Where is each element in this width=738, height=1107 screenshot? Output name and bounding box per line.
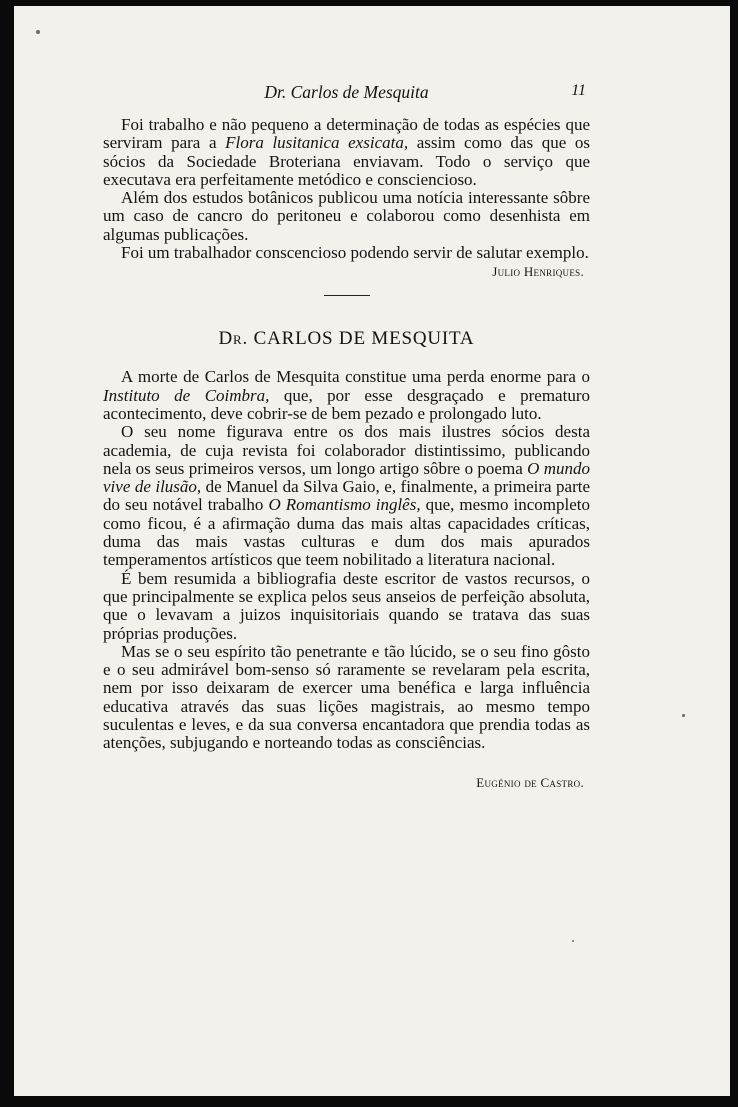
page-number: 11	[571, 82, 586, 99]
obituary-henriques	[103, 116, 590, 280]
running-title: Dr. Carlos de Mesquita	[264, 82, 429, 102]
paragraph-text: assim como das que os sócios da Sociedade Broteriana enviavam. Todo o serviço que executava era perfeitamente metódico e consciencioso.	[103, 133, 590, 189]
italic-title-text: Instituto de Coimbra,	[103, 385, 270, 405]
paragraph	[103, 570, 590, 643]
paragraph-text: Foi um trabalhador conscencioso podendo servir de salutar exemplo.	[121, 243, 589, 263]
paragraph-text: Além dos estudos botânicos publicou uma notícia interessante sôbre um caso de cancro do peritoneu e colaborou como desenhista em algumas publicações.	[103, 188, 590, 244]
paragraph-text: de Manuel da Silva Gaio, e, finalmente, a primeira parte do seu notável trabalho	[103, 477, 590, 515]
ink-speck	[572, 940, 574, 942]
italic-title-text: O Romantismo inglês,	[268, 495, 421, 515]
signature-eugenio-de-castro: Eugénio de Castro.	[476, 774, 584, 790]
page-content	[103, 82, 590, 791]
italic-title-text: O mundo vive de ilusão,	[103, 458, 590, 497]
paragraph	[103, 116, 590, 189]
running-header	[103, 82, 590, 116]
paragraph-text: Foi trabalho e não pequeno a determinação de todas as espécies que serviram para a	[103, 115, 590, 153]
signature-julio-henriques: Julio Henriques.	[492, 264, 584, 280]
paragraph	[103, 189, 590, 244]
paragraph	[103, 643, 590, 753]
article-title: Dr. CARLOS DE MESQUITA	[218, 328, 475, 350]
ink-speck	[36, 30, 40, 34]
section-divider	[324, 295, 370, 296]
paragraph-text: A morte de Carlos de Mesquita constitue uma perda enorme para o	[121, 367, 590, 387]
paragraph	[103, 244, 590, 262]
paragraph-text: É bem resumida a bibliografia deste escritor de vastos recursos, o que principalmente se explica pelos seus anseios de perfeição absoluta, que o levavam a juizos inquisitoriais quando se tratava das suas próprias produções.	[103, 568, 590, 643]
article-paragraphs	[103, 368, 590, 752]
paragraph-text: que, mesmo incompleto como ficou, é a afirmação duma das mais altas capacidades críticas, duma das mais vastas culturas e dum dos mais apurados temperamentos artísticos que teem nobilitado a literatura nacional.	[103, 495, 591, 570]
ink-speck	[682, 714, 685, 717]
book-page	[14, 6, 730, 1096]
paragraph-text: que, por esse desgraçado e prematuro acontecimento, deve cobrir-se de bem pezado e prolongado luto.	[103, 385, 590, 423]
obituary-castro	[103, 368, 590, 790]
article-paragraphs	[103, 116, 590, 262]
paragraph	[103, 368, 590, 423]
paragraph-text: Mas se o seu espírito tão penetrante e tão lúcido, se o seu fino gôsto e o seu admirável bom-senso só raramente se revelaram pela escrita, nem por isso deixaram de exercer uma benéfica e larga influência educativa através das suas lições magistrais, ao mesmo tempo suculentas e leves, e da sua conversa encantadora que prendia todas as atenções, subjugando e norteando todas as consciências.	[103, 641, 590, 753]
paragraph-text: O seu nome figurava entre os dos mais ilustres sócios desta academia, de cuja revista foi colaborador distintissimo, publicando nela os seus primeiros versos, um longo artigo sôbre o poema	[103, 422, 590, 478]
paragraph	[103, 423, 590, 569]
italic-title-text: Flora lusitanica exsicata,	[225, 133, 409, 153]
